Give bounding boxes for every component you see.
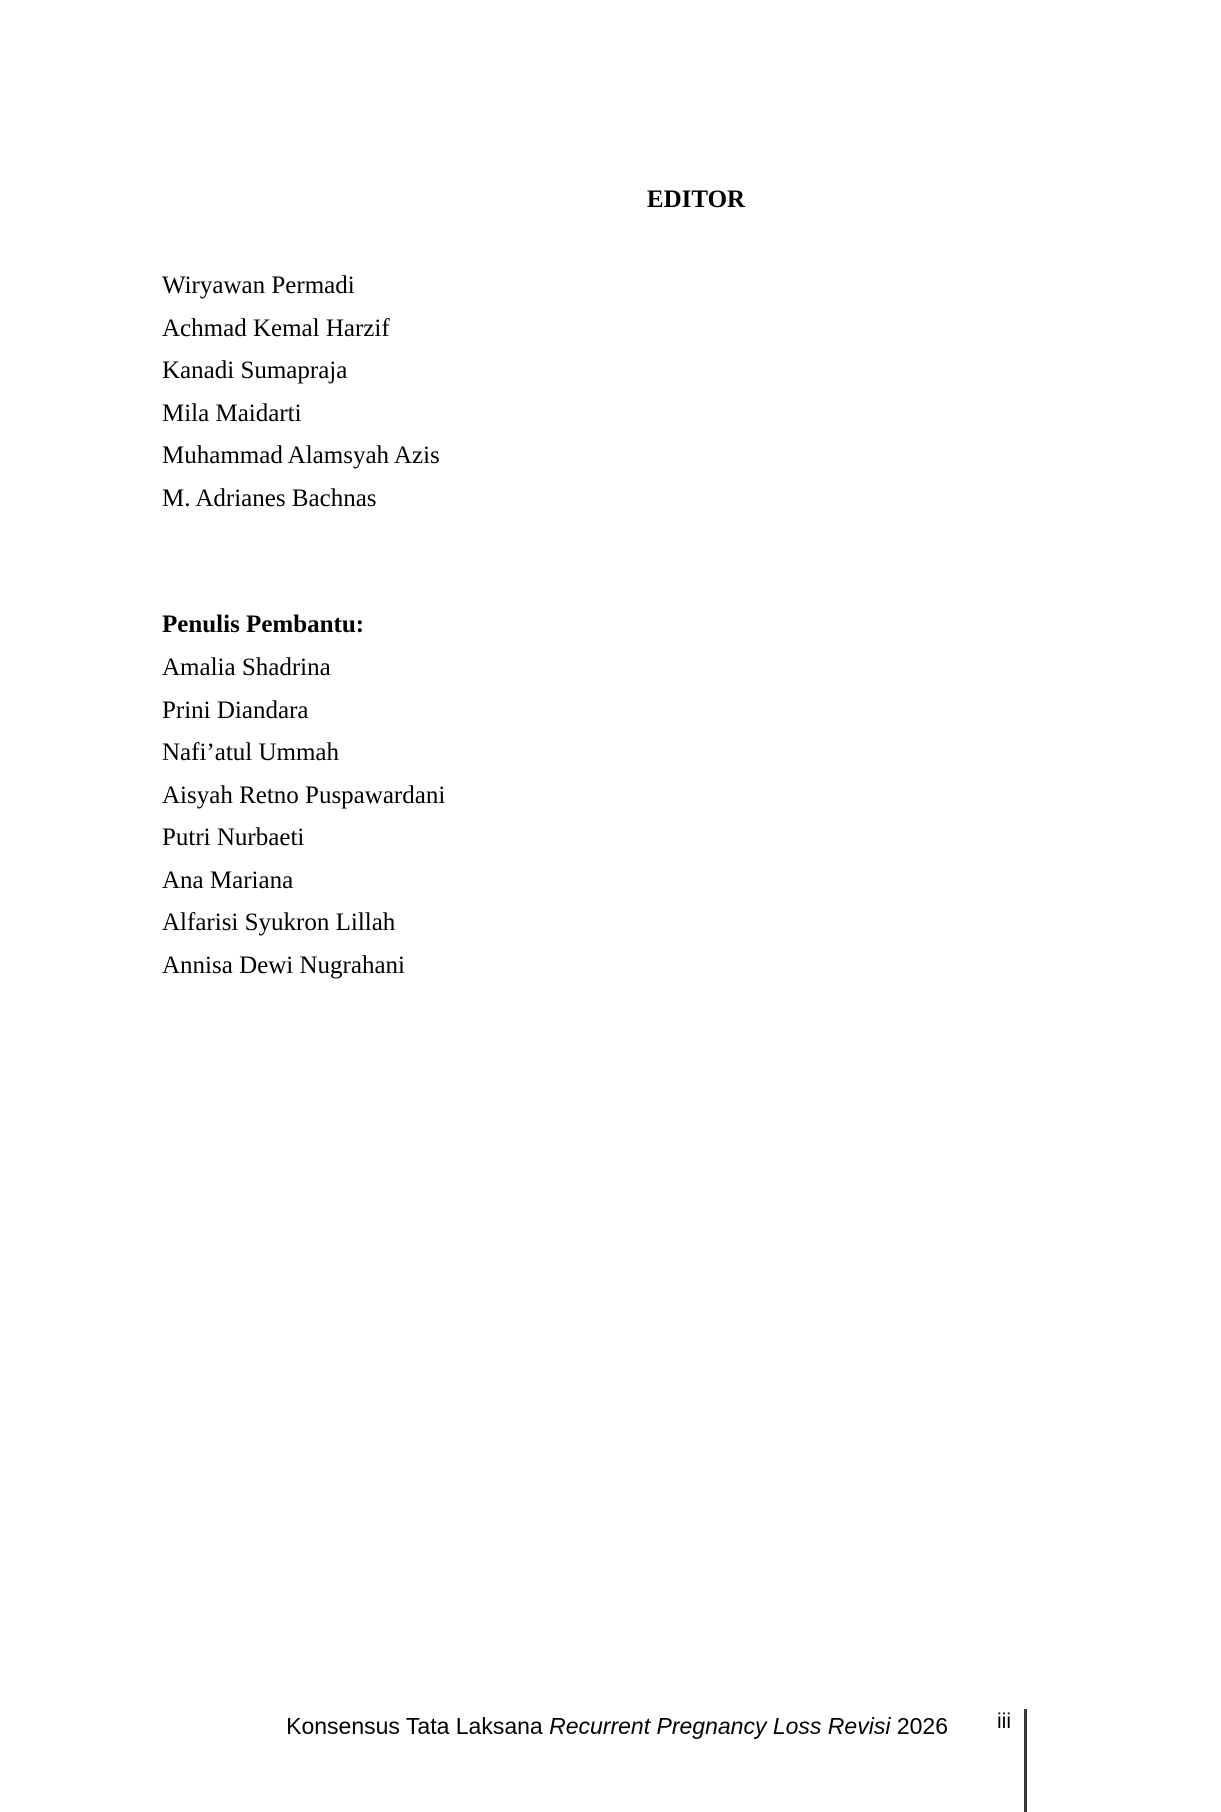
helper-name: Putri Nurbaeti [162,824,305,851]
editor-name: Wiryawan Permadi [162,272,355,299]
helper-name: Aisyah Retno Puspawardani [162,781,446,809]
helper-name: Nafi’atul Ummah [162,739,340,766]
footer-divider [1024,1709,1027,1812]
page-title: EDITOR [646,186,746,213]
editor-name: Kanadi Sumapraja [162,357,348,384]
helpers-heading: Penulis Pembantu: [162,611,365,638]
footer-text [286,1710,948,1742]
page-number: iii [997,1710,1011,1733]
footer-text-suffix: 2026 [890,1713,948,1739]
helper-name: Prini Diandara [162,696,309,724]
page-footer [0,1710,1221,1812]
helper-name: Amalia Shadrina [162,654,331,681]
footer-text-prefix: Konsensus Tata Laksana [286,1713,550,1739]
editors-list [162,265,440,520]
helpers-list [162,647,445,987]
helper-name: Ana Mariana [162,866,294,894]
editor-name: M. Adrianes Bachnas [162,484,377,512]
editor-name: Mila Maidarti [162,399,302,427]
footer-text-italic: Recurrent Pregnancy Loss Revisi [549,1713,891,1739]
editor-name: Achmad Kemal Harzif [162,314,390,342]
helper-name: Annisa Dewi Nugrahani [162,951,405,979]
editor-name: Muhammad Alamsyah Azis [162,442,440,469]
helper-name: Alfarisi Syukron Lillah [162,909,396,936]
